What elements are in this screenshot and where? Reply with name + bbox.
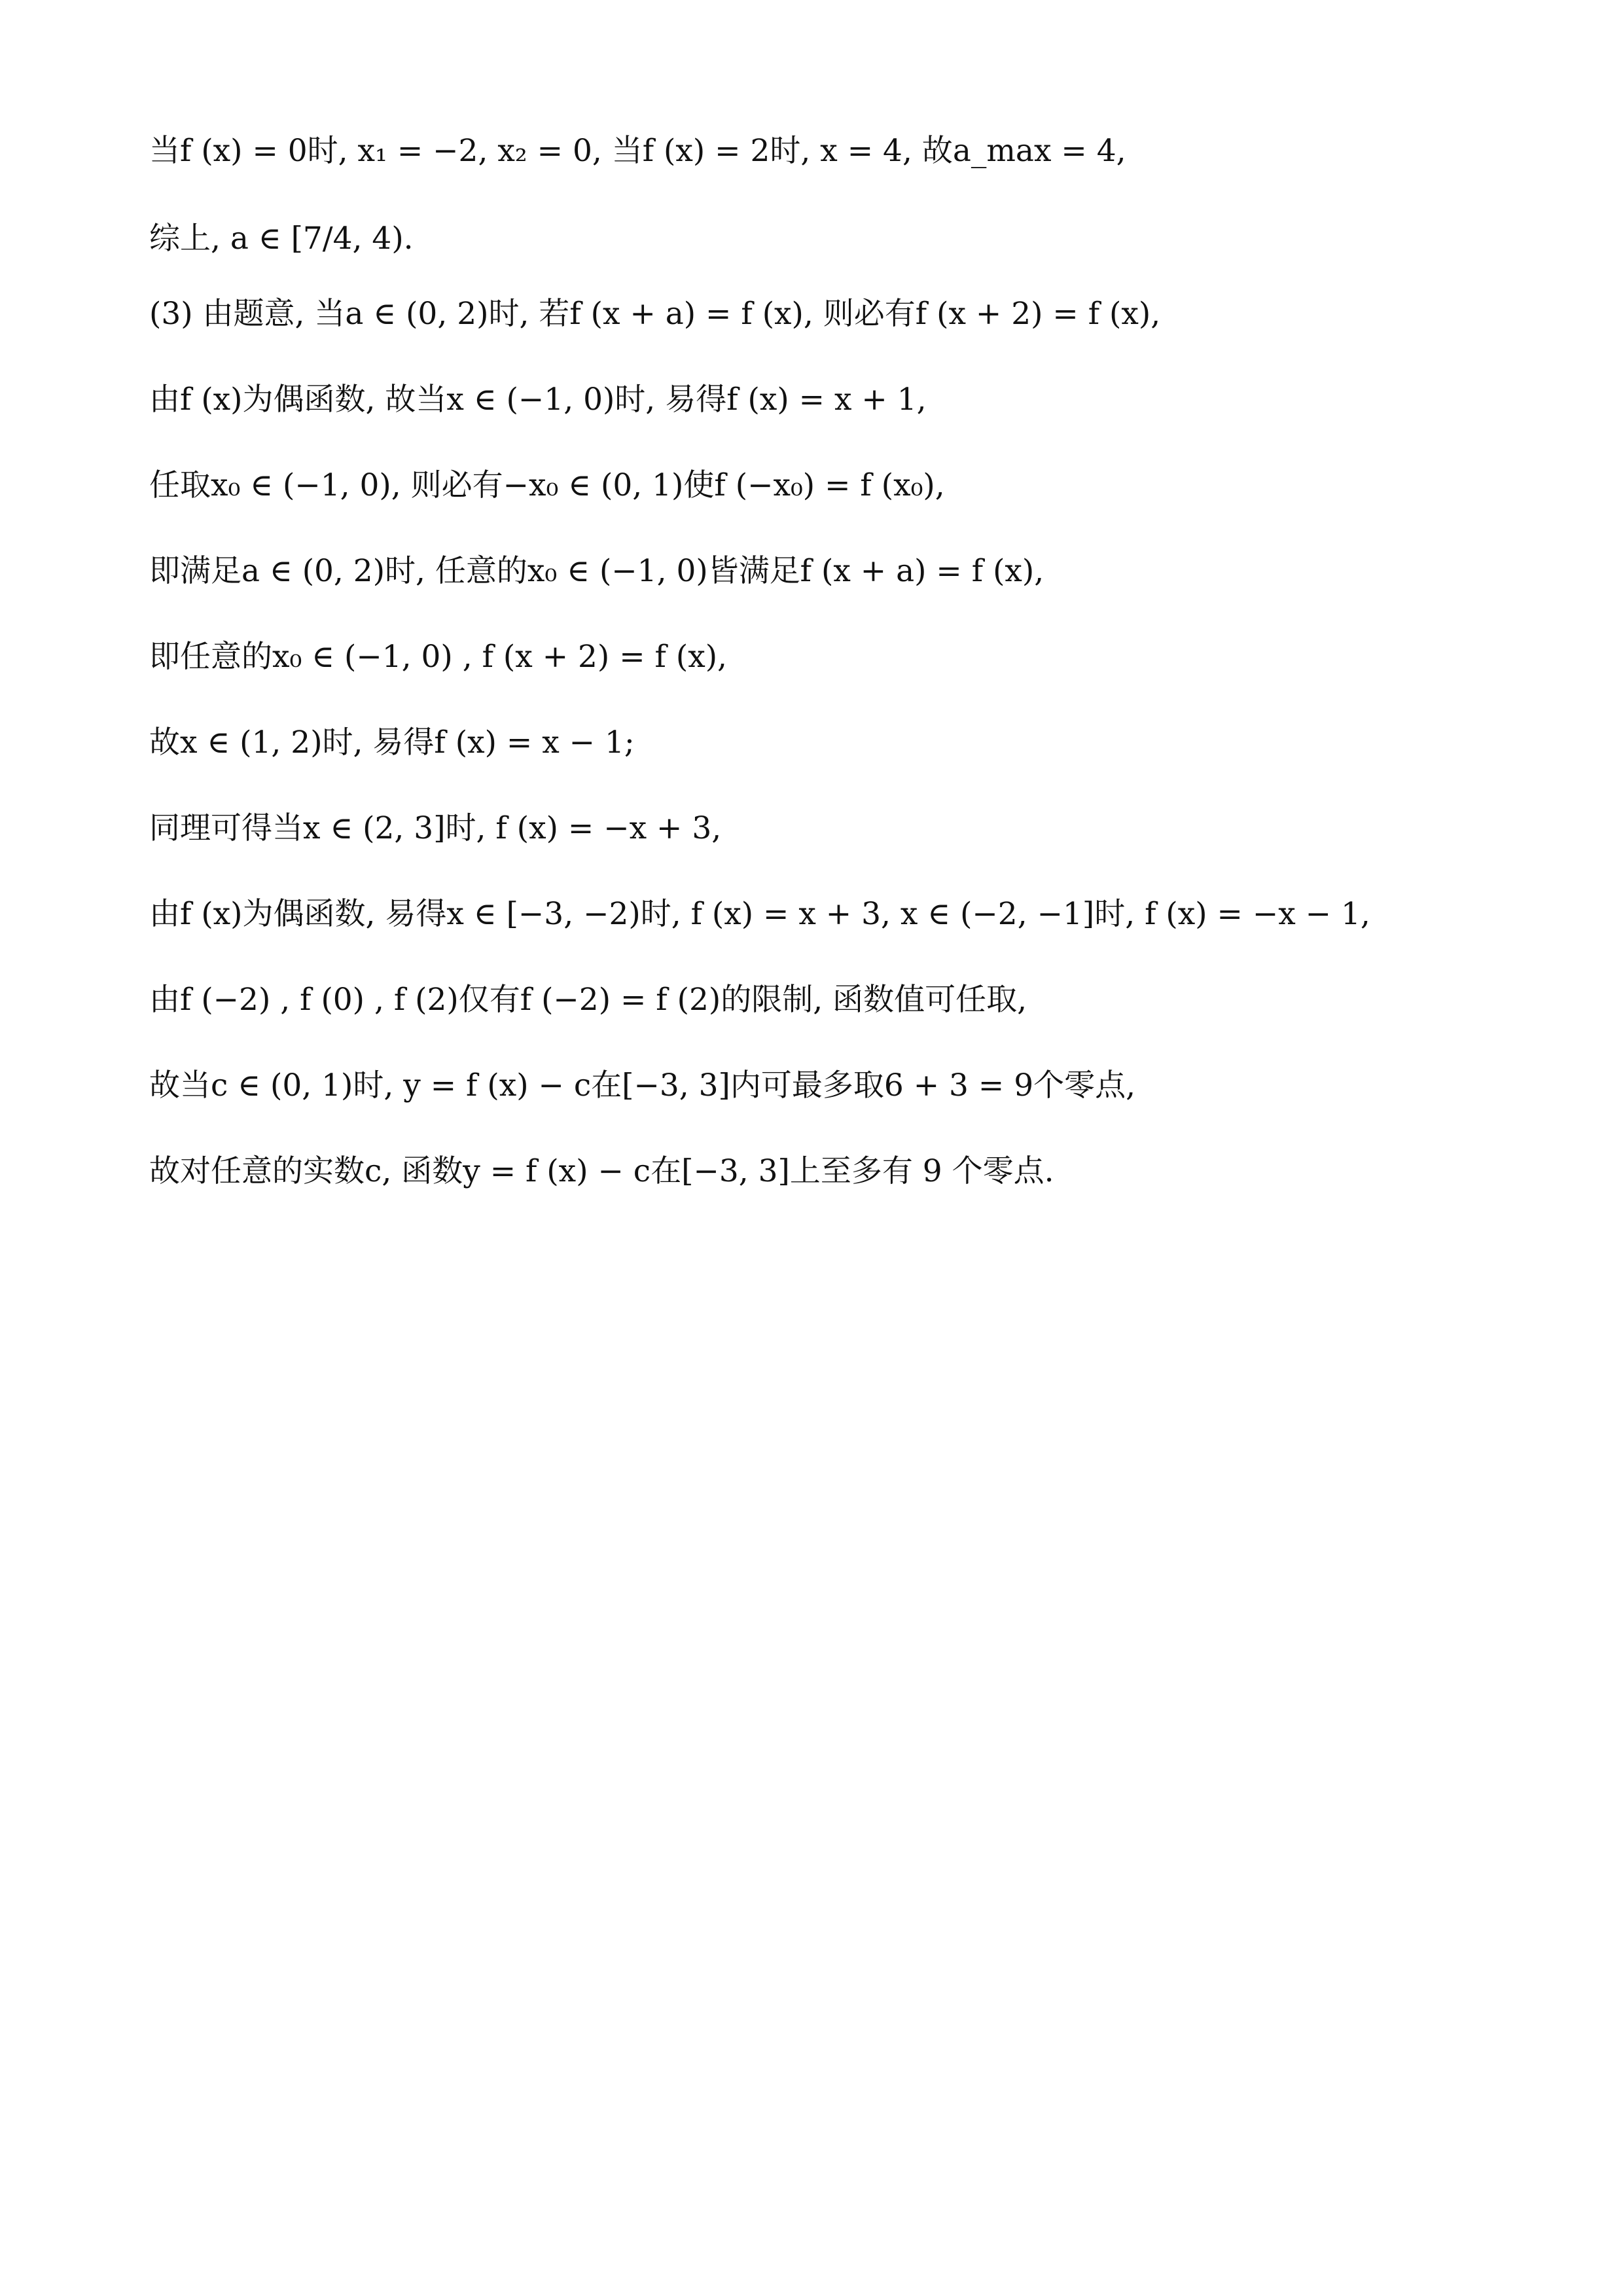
solution-line-3: (3) 由题意, 当a ∈ (0, 2)时, 若f (x + a) = f (x), 则必有f (x + 2) = f (x), <box>149 296 1161 332</box>
document-page <box>149 131 1484 1237</box>
solution-line-5: 任取x₀ ∈ (−1, 0), 则必有−x₀ ∈ (0, 1)使f (−x₀) = f (x₀), <box>149 467 945 503</box>
solution-line-6: 即满足a ∈ (0, 2)时, 任意的x₀ ∈ (−1, 0)皆满足f (x + a) = f (x), <box>149 553 1044 589</box>
solution-line-7: 即任意的x₀ ∈ (−1, 0) , f (x + 2) = f (x), <box>149 639 727 675</box>
solution-line-12: 故当c ∈ (0, 1)时, y = f (x) − c在[−3, 3]内可最多取6 + 3 = 9个零点, <box>149 1067 1136 1103</box>
solution-line-13: 故对任意的实数c, 函数y = f (x) − c在[−3, 3]上至多有 9 个零点. <box>149 1153 1054 1189</box>
solution-line-11: 由f (−2) , f (0) , f (2)仅有f (−2) = f (2)的限制, 函数值可任取, <box>149 982 1027 1018</box>
solution-line-2: 综上, a ∈ [7/4, 4). <box>149 221 414 257</box>
solution-line-1: 当f (x) = 0时, x₁ = −2, x₂ = 0, 当f (x) = 2时, x = 4, 故a_max = 4, <box>149 133 1126 169</box>
solution-line-9: 同理可得当x ∈ (2, 3]时, f (x) = −x + 3, <box>149 810 722 846</box>
solution-line-8: 故x ∈ (1, 2)时, 易得f (x) = x − 1; <box>149 725 635 761</box>
solution-line-10: 由f (x)为偶函数, 易得x ∈ [−3, −2)时, f (x) = x + 3, x ∈ (−2, −1]时, f (x) = −x − 1, <box>149 896 1370 932</box>
solution-line-4: 由f (x)为偶函数, 故当x ∈ (−1, 0)时, 易得f (x) = x + 1, <box>149 382 927 418</box>
